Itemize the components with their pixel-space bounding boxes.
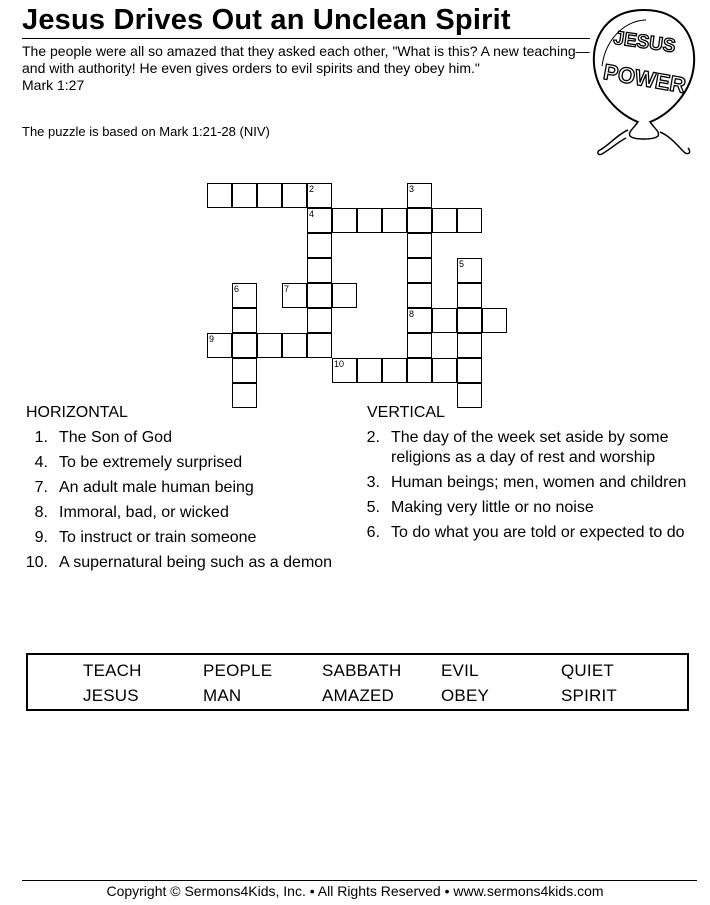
- crossword-cell[interactable]: [282, 183, 307, 208]
- clue-number: 6: [234, 284, 240, 294]
- crossword-cell[interactable]: [432, 308, 457, 333]
- logo-text-power: POWER: [601, 59, 688, 99]
- jesus-power-balloon-icon: [588, 6, 700, 166]
- crossword-cell[interactable]: [257, 183, 282, 208]
- crossword-cell[interactable]: [457, 208, 482, 233]
- word-bank-item: AMAZED: [322, 686, 395, 705]
- crossword-cell[interactable]: [357, 208, 382, 233]
- crossword-cell[interactable]: [307, 283, 332, 308]
- logo-text-jesus: JESUS: [612, 27, 677, 58]
- word-bank-item: EVIL: [441, 661, 479, 680]
- crossword-cell[interactable]: [407, 233, 432, 258]
- verse-text: The people were all so amazed that they asked each other, "What is this? A new teaching—and with authority! He even gives orders to evil spirits and they obey him.": [22, 43, 590, 76]
- crossword-cell[interactable]: [407, 358, 432, 383]
- crossword-cell[interactable]: [332, 358, 357, 383]
- crossword-cell[interactable]: [307, 233, 332, 258]
- vertical-heading: VERTICAL: [367, 404, 445, 421]
- crossword-cell[interactable]: [307, 183, 332, 208]
- clue-item: 4. To be extremely surprised: [34, 454, 243, 471]
- crossword-cell[interactable]: [282, 283, 307, 308]
- clue-item: 8. Immoral, bad, or wicked: [34, 504, 229, 521]
- word-bank-item: OBEY: [441, 686, 490, 705]
- crossword-cell[interactable]: [457, 333, 482, 358]
- crossword-cell[interactable]: [457, 358, 482, 383]
- crossword-cell[interactable]: [457, 283, 482, 308]
- clue-number: 10: [334, 359, 345, 369]
- horizontal-heading: HORIZONTAL: [26, 404, 128, 421]
- crossword-cell[interactable]: [232, 183, 257, 208]
- crossword-cell[interactable]: [432, 208, 457, 233]
- crossword-cell[interactable]: [307, 308, 332, 333]
- crossword-cell[interactable]: [457, 308, 482, 333]
- crossword-cell[interactable]: [307, 208, 332, 233]
- footer-divider: [22, 880, 697, 881]
- clue-number: 2: [309, 184, 315, 194]
- crossword-cell[interactable]: [407, 208, 432, 233]
- crossword-cell[interactable]: [407, 333, 432, 358]
- footer-copyright: Copyright © Sermons4Kids, Inc. • All Rights Reserved • www.sermons4kids.com: [106, 883, 604, 899]
- crossword-cell[interactable]: [207, 183, 232, 208]
- word-bank-item: SPIRIT: [561, 686, 617, 705]
- crossword-cell[interactable]: [382, 208, 407, 233]
- crossword-cell[interactable]: [232, 308, 257, 333]
- crossword-cell[interactable]: [457, 258, 482, 283]
- word-bank: [26, 653, 689, 711]
- crossword-cell[interactable]: [407, 283, 432, 308]
- crossword-cell[interactable]: [307, 333, 332, 358]
- crossword-cell[interactable]: [482, 308, 507, 333]
- word-bank-item: MAN: [203, 686, 242, 705]
- clue-item: 9. To instruct or train someone: [34, 529, 257, 546]
- word-bank-item: QUIET: [561, 661, 614, 680]
- crossword-cell[interactable]: [232, 333, 257, 358]
- clue-item: 5. Making very little or no noise: [366, 499, 594, 516]
- crossword-cell[interactable]: [407, 308, 432, 333]
- crossword-cell[interactable]: [307, 258, 332, 283]
- crossword-cell[interactable]: [207, 333, 232, 358]
- page-title: Jesus Drives Out an Unclean Spirit: [22, 4, 511, 36]
- clue-number: 9: [209, 334, 215, 344]
- verse-reference: Mark 1:27: [22, 77, 85, 93]
- puzzle-source-note: The puzzle is based on Mark 1:21-28 (NIV): [22, 124, 270, 139]
- crossword-cell[interactable]: [232, 283, 257, 308]
- title-divider: [22, 38, 590, 39]
- clue-number: 7: [284, 284, 290, 294]
- clue-item: 7. An adult male human being: [34, 479, 254, 496]
- vertical-clues: [358, 404, 688, 548]
- word-bank-item: JESUS: [83, 686, 139, 705]
- clue-item: 10. A supernatural being such as a demon: [25, 554, 333, 571]
- crossword-cell[interactable]: [382, 358, 407, 383]
- clue-item: 3. Human beings; men, women and children: [366, 474, 687, 491]
- horizontal-clues: [26, 404, 356, 578]
- crossword-cell[interactable]: [257, 333, 282, 358]
- crossword-cell[interactable]: [232, 358, 257, 383]
- crossword-cell[interactable]: [332, 283, 357, 308]
- crossword-cell[interactable]: [282, 333, 307, 358]
- crossword-cell[interactable]: [332, 208, 357, 233]
- clue-number: 3: [409, 184, 415, 194]
- clue-item: 1. The Son of God: [34, 429, 172, 446]
- clue-number: 5: [459, 259, 465, 269]
- verse-block: [22, 43, 597, 94]
- clue-item: 2. The day of the week set aside by some religions as a day of rest and worship: [366, 429, 669, 466]
- clue-item: 6. To do what you are told or expected to do: [366, 524, 685, 541]
- crossword-cell[interactable]: [357, 358, 382, 383]
- clue-number: 8: [409, 309, 415, 319]
- word-bank-item: TEACH: [83, 661, 142, 680]
- crossword-cell[interactable]: [432, 358, 457, 383]
- crossword-cell[interactable]: [407, 183, 432, 208]
- crossword-cell[interactable]: [407, 258, 432, 283]
- word-bank-item: SABBATH: [322, 661, 402, 680]
- clue-number: 4: [309, 209, 315, 219]
- word-bank-item: PEOPLE: [203, 661, 273, 680]
